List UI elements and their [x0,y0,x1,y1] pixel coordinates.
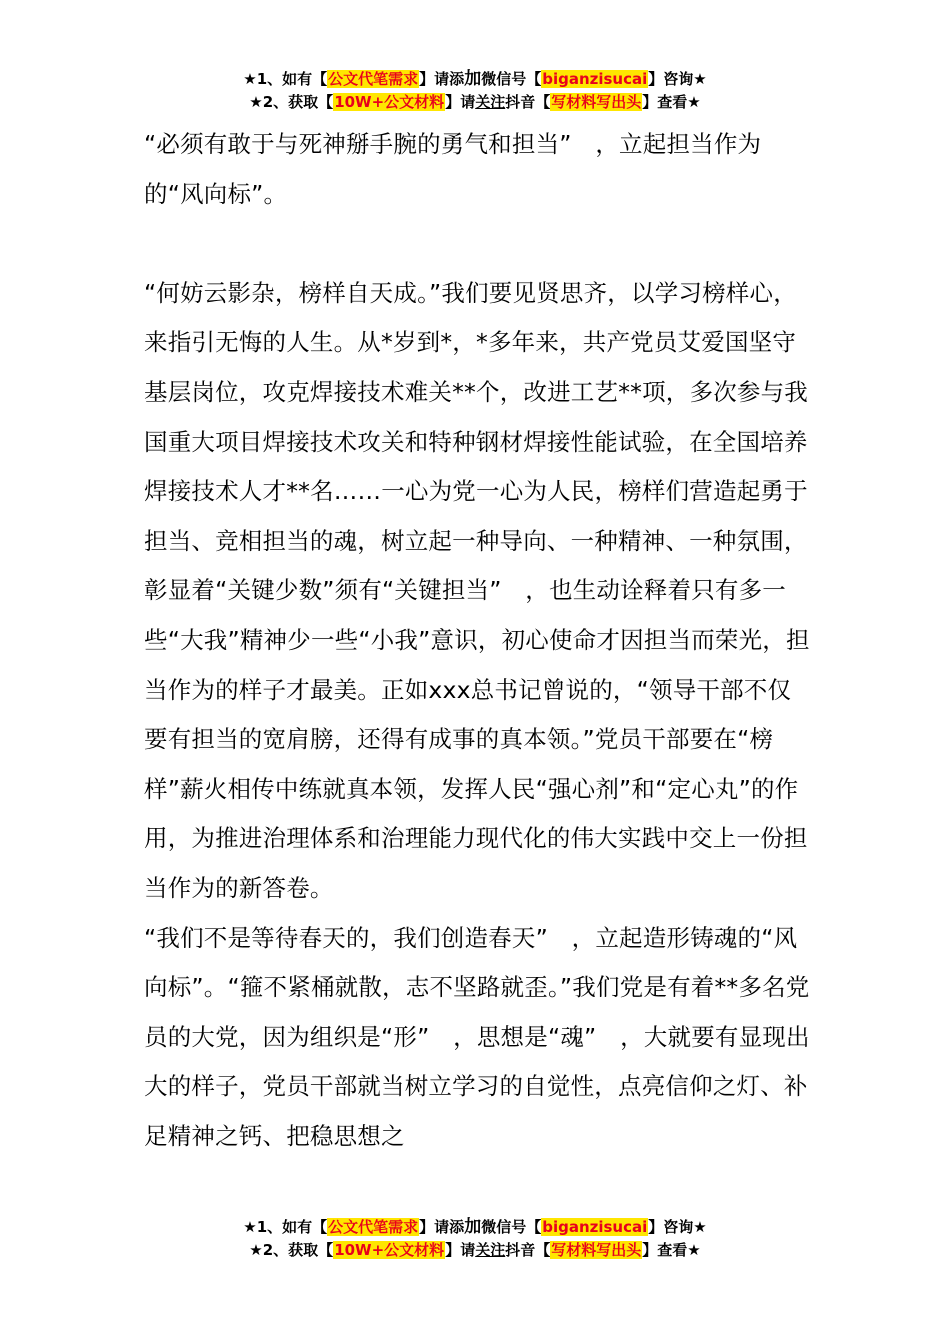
ad-service-highlight: 公文代笔需求 [328,1218,419,1236]
ad-line1-prefix: ★1、如有【 [243,70,328,88]
ad-line1-suffix: 】咨询★ [648,1218,707,1236]
header-ad-banner [0,68,950,114]
ad-line1-middle-a: 】请添 [419,70,465,88]
ad-line2-suffix: 】查看★ [642,93,701,111]
ad-line1-middle-a: 】请添 [419,1218,465,1236]
ad-line2-prefix: ★2、获取【 [249,93,334,111]
ad-wechat-id-highlight: biganzisucai [542,70,648,88]
ad-line-1 [0,1216,950,1239]
ad-line-2 [0,91,950,114]
ad-follow-word: 关注 [475,93,506,111]
ad-add-word: 加 [464,1217,482,1237]
ad-line1-suffix: 】咨询★ [648,70,707,88]
ad-line-2 [0,1239,950,1262]
paragraph-2: “何妨云影杂，榜样自天成。”我们要见贤思齐，以学习榜样心，来指引无悔的人生。从*岁到*，*多年来，共产党员艾爱国坚守基层岗位，攻克焊接技术难关**个，改进工艺**项，多次参与我国重大项目焊接技术攻关和特种钢材焊接性能试验，在全国培养焊接技术人才**名……一心为党一心为人民，榜样们营造起勇于担当、竞相担当的魂，树立起一种导向、一种精神、一种氛围，彰显着“关键少数”须有“关键担当” ，也生动诠释着只有多一些“大我”精神少一些“小我”意识，初心使命才因担当而荣光，担当作为的样子才最美。正如xxx总书记曾说的，“领导干部不仅要有担当的宽肩膀，还得有成事的真本领。”党员干部要在“榜样”薪火相传中练就真本领，发挥人民“强心剂”和“定心丸”的作用，为推进治理体系和治理能力现代化的伟大实践中交上一份担当作为的新答卷。 [144,278,810,902]
ad-add-word: 加 [464,69,482,89]
ad-line1-prefix: ★1、如有【 [243,1218,328,1236]
paragraph-3: “我们不是等待春天的，我们创造春天” ，立起造形铸魂的“风向标”。“箍不紧桶就散，志不坚路就歪。”我们党是有着**多名党员的大党，因为组织是“形” ，思想是“魂” ，大就要有显现出大的样子，党员干部就当树立学习的自觉性，点亮信仰之灯、补足精神之钙、把稳思想之 [144,923,810,1150]
ad-line2-middle-a: 】请 [445,93,476,111]
ad-douyin-highlight: 写材料写出头 [551,93,642,111]
ad-line-1 [0,68,950,91]
ad-line1-middle-b: 微信号【 [481,1218,542,1236]
ad-follow-word: 关注 [475,1241,506,1259]
ad-line2-prefix: ★2、获取【 [249,1241,334,1259]
paragraph-1: “必须有敢于与死神掰手腕的勇气和担当” ，立起担当作为的“风向标”。 [144,130,762,208]
ad-wechat-id-highlight: biganzisucai [542,1218,648,1236]
ad-service-highlight: 公文代笔需求 [328,70,419,88]
ad-line1-middle-b: 微信号【 [481,70,542,88]
ad-line2-suffix: 】查看★ [642,1241,701,1259]
ad-line2-middle-b: 抖音【 [505,93,551,111]
ad-line2-middle-a: 】请 [445,1241,476,1259]
footer-ad-banner [0,1216,950,1262]
ad-line2-middle-b: 抖音【 [505,1241,551,1259]
ad-materials-highlight: 10W+公文材料 [334,93,445,111]
ad-douyin-highlight: 写材料写出头 [551,1241,642,1259]
ad-materials-highlight: 10W+公文材料 [334,1241,445,1259]
document-body [144,120,810,1161]
